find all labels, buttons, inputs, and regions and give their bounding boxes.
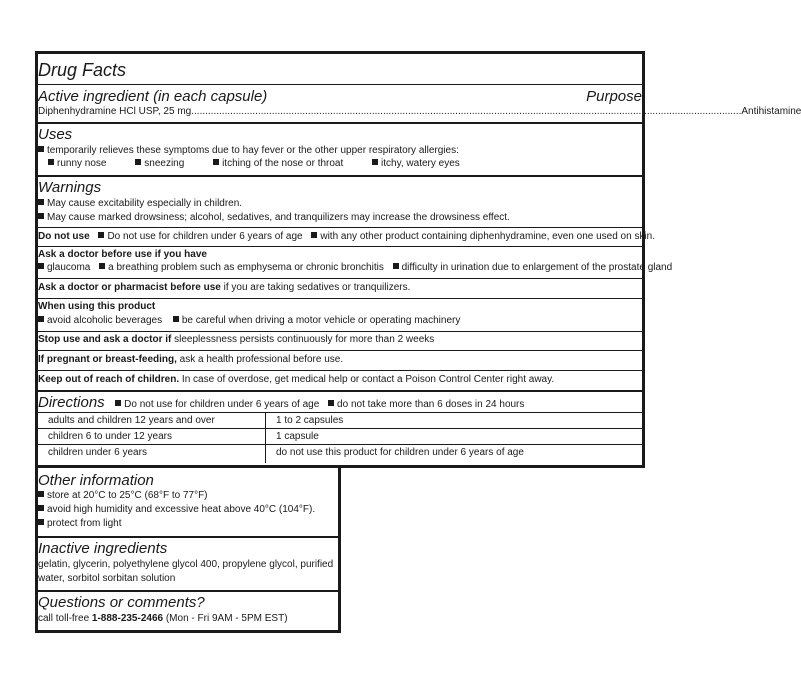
divider [38, 278, 642, 279]
keep-out-warning: Keep out of reach of children. In case of overdose, get medical help or contact a Poison Control Center right away. [38, 374, 555, 385]
drug-facts-panel [35, 51, 801, 468]
divider [38, 227, 642, 228]
bullet-icon [38, 505, 44, 511]
bullet-icon [38, 263, 44, 269]
stop-use: Stop use and ask a doctor if sleeplessness persists continuously for more than 2 weeks [38, 334, 435, 345]
uses-item: runny nose [57, 158, 107, 169]
active-ingredient-text: Diphenhydramine HCl USP, 25 mg [38, 106, 192, 117]
bullet-icon [38, 213, 44, 219]
uses-item: itching of the nose or throat [222, 158, 344, 169]
questions-contact: call toll-free 1-888-235-2466 (Mon - Fri 9AM - 5PM EST) [38, 613, 288, 624]
table-divider [265, 412, 266, 463]
other-info-item: protect from light [38, 518, 338, 530]
ask-doctor-items: glaucoma a breathing problem such as emphysema or chronic bronchitis difficulty in urination due to enlargement of the prostate gland [38, 262, 642, 274]
bullet-icon [372, 159, 378, 165]
bullet-icon [38, 519, 44, 525]
bullet-icon [393, 263, 399, 269]
inactive-line: gelatin, glycerin, polyethylene glycol 400, propylene glycol, purified [38, 559, 334, 570]
bullet-icon [48, 159, 54, 165]
bullet-icon [328, 400, 334, 406]
divider [38, 246, 642, 247]
bullet-icon [99, 263, 105, 269]
uses-item: itchy, watery eyes [381, 158, 460, 169]
bullet-icon [213, 159, 219, 165]
inactive-line: water, sorbitol sorbitan solution [38, 573, 176, 584]
divider [38, 350, 642, 351]
do-not-use: Do not use Do not use for children under 6 years of age with any other product containing diphenhydramine, even one used on skin. [38, 231, 656, 242]
divider [38, 84, 642, 85]
uses-item: sneezing [144, 158, 185, 169]
when-using-label: When using this product [38, 301, 156, 312]
bullet-icon [135, 159, 141, 165]
ask-doctor-label: Ask a doctor before use if you have [38, 249, 207, 260]
bullet-icon [311, 232, 317, 238]
uses-intro: temporarily relieves these symptoms due to hay fever or the other upper respiratory allergies: [38, 145, 642, 157]
divider [38, 390, 642, 392]
other-info-heading: Other information [38, 472, 154, 489]
drug-facts-title: Drug Facts [38, 60, 127, 80]
warning-line: May cause excitability especially in children. [38, 198, 642, 210]
directions-heading: Directions [38, 394, 105, 411]
purpose-heading: Purpose [586, 88, 642, 105]
divider [38, 122, 642, 124]
uses-heading: Uses [38, 126, 73, 143]
bullet-icon [38, 199, 44, 205]
bullet-icon [98, 232, 104, 238]
inactive-heading: Inactive ingredients [38, 540, 168, 557]
other-info-item: store at 20°C to 25°C (68°F to 77°F) [38, 490, 338, 502]
bullet-icon [38, 491, 44, 497]
divider [38, 370, 642, 371]
bullet-icon [115, 400, 121, 406]
bullet-icon [38, 146, 44, 152]
divider [38, 298, 642, 299]
divider [38, 175, 642, 177]
warnings-heading: Warnings [38, 179, 102, 196]
directions-header: Directions Do not use for children under 6 years of age do not take more than 6 doses in 24 hours [38, 394, 525, 411]
questions-heading: Questions or comments? [38, 594, 205, 611]
pregnant-warning: If pregnant or breast-feeding, ask a health professional before use. [38, 354, 344, 365]
uses-items [48, 158, 642, 170]
purpose-text: Antihistamine [741, 106, 801, 117]
bullet-icon [173, 316, 179, 322]
warning-line: May cause marked drowsiness; alcohol, sedatives, and tranquilizers may increase the drowsiness effect. [38, 212, 642, 224]
other-info-item: avoid high humidity and excessive heat above 40°C (104°F). [38, 504, 338, 516]
active-ingredient-row [38, 106, 801, 118]
leader-dots: ...................................................................................................................................................................................................... [191, 106, 742, 117]
phone-number[interactable]: 1-888-235-2466 [91, 613, 164, 624]
divider [38, 590, 338, 592]
divider [38, 331, 642, 332]
when-using-items: avoid alcoholic beverages be careful when driving a motor vehicle or operating machinery [38, 315, 642, 327]
ask-pharmacist: Ask a doctor or pharmacist before use if you are taking sedatives or tranquilizers. [38, 282, 411, 293]
directions-table: adults and children 12 years and over 1 to 2 capsules children 6 to under 12 years 1 capsule children under 6 years do not use this product for children under 6 years of age [38, 412, 642, 463]
other-info-panel [35, 465, 341, 633]
bullet-icon [38, 316, 44, 322]
active-ingredient-heading: Active ingredient (in each capsule) [38, 88, 268, 105]
divider [38, 536, 338, 538]
